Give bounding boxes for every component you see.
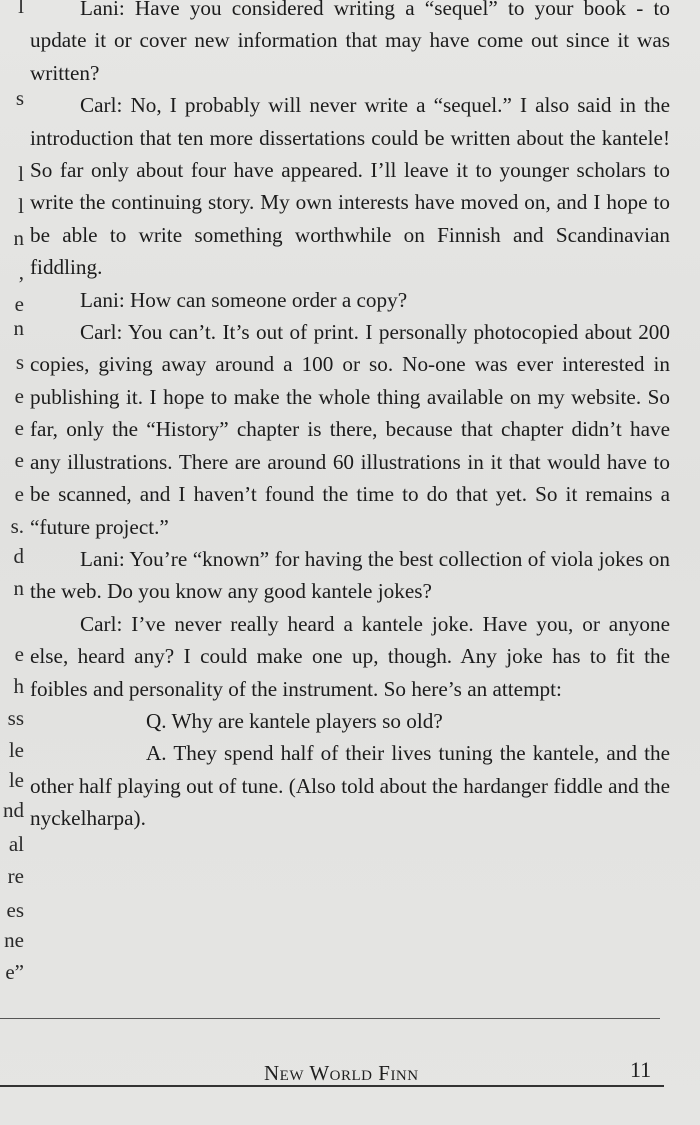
bleed-line: le <box>8 738 24 762</box>
bleed-line: l <box>18 194 24 218</box>
bleed-line: l <box>18 0 24 18</box>
page-footer <box>0 1055 670 1095</box>
paragraph-lani-jokes-question: Lani: You’re “known” for having the best collection of viola jokes on the web. Do you know any good kantele jokes? <box>30 546 670 604</box>
bleed-line: s <box>15 86 24 110</box>
adjacent-column-fragment <box>0 0 24 1000</box>
bleed-line: e” <box>5 960 24 984</box>
bleed-line: n <box>13 316 24 340</box>
bleed-line: e <box>14 416 24 440</box>
bleed-line: nd <box>3 798 24 822</box>
bleed-line: s <box>15 350 24 374</box>
bleed-line: le <box>8 768 24 792</box>
paragraph-carl-order-answer: Carl: You can’t. It’s out of print. I personally photocopied about 200 copies, giving away around a 100 or so. No-one was ever interested in publishing it. I hope to make the whole thing available on my website. So far, only the “History” chapter is there, because that chapter didn’t have any illustrations. There are around 60 illustrations in it that would have to be scanned, and I haven’t found the time to do that yet. So it remains a “future project.” <box>30 320 670 539</box>
bleed-line: es <box>6 898 24 922</box>
bleed-line: s. <box>10 514 24 538</box>
bleed-line: ne <box>4 928 24 952</box>
bleed-line: al <box>8 832 24 856</box>
bleed-line: h <box>13 674 24 698</box>
page-number: 11 <box>630 1057 652 1082</box>
paragraph-lani-order-question: Lani: How can someone order a copy? <box>80 287 408 312</box>
bleed-line: n <box>13 576 24 600</box>
bleed-line: ss <box>7 706 24 730</box>
paragraph-lani-sequel-question: Lani: Have you considered writing a “sequel” to your book - to update it or cover new information that may have come out since it was written? <box>30 0 670 85</box>
paragraph-carl-sequel-answer: Carl: No, I probably will never write a “sequel.” I also said in the introduction that ten more dissertations could be written about the kantele! So far only about four have appeared. I’ll leave it to younger scholars to write the continuing story. My own interests have moved on, and I hope to be able to write something worthwhile on Finnish and Scandinavian fiddling. <box>30 93 670 280</box>
article-column <box>30 0 670 835</box>
bleed-line: d <box>13 544 24 568</box>
paragraph-carl-jokes-answer: Carl: I’ve never really heard a kantele joke. Have you, or anyone else, heard any? I could make one up, though. Any joke has to fit the foibles and personality of the instrument. So here’s an attempt: <box>30 611 670 701</box>
bleed-line: e <box>14 482 24 506</box>
bleed-line: re <box>7 864 24 888</box>
bleed-line: l <box>18 162 24 186</box>
footer-bottom-rule <box>0 1085 664 1087</box>
bleed-line: e <box>14 292 24 316</box>
bleed-line: e <box>14 642 24 666</box>
bleed-line: e <box>14 384 24 408</box>
publication-name: New World Finn <box>264 1061 419 1085</box>
bleed-line: , <box>18 260 24 284</box>
footer-top-rule <box>0 1018 660 1019</box>
joke-question: Q. Why are kantele players so old? <box>146 708 443 733</box>
joke-answer: A. They spend half of their lives tuning the kantele, and the other half playing out of tune. (Also told about the hardanger fiddle and the nyckelharpa). <box>30 741 670 831</box>
bleed-line: n <box>13 226 24 250</box>
bleed-line: e <box>14 448 24 472</box>
